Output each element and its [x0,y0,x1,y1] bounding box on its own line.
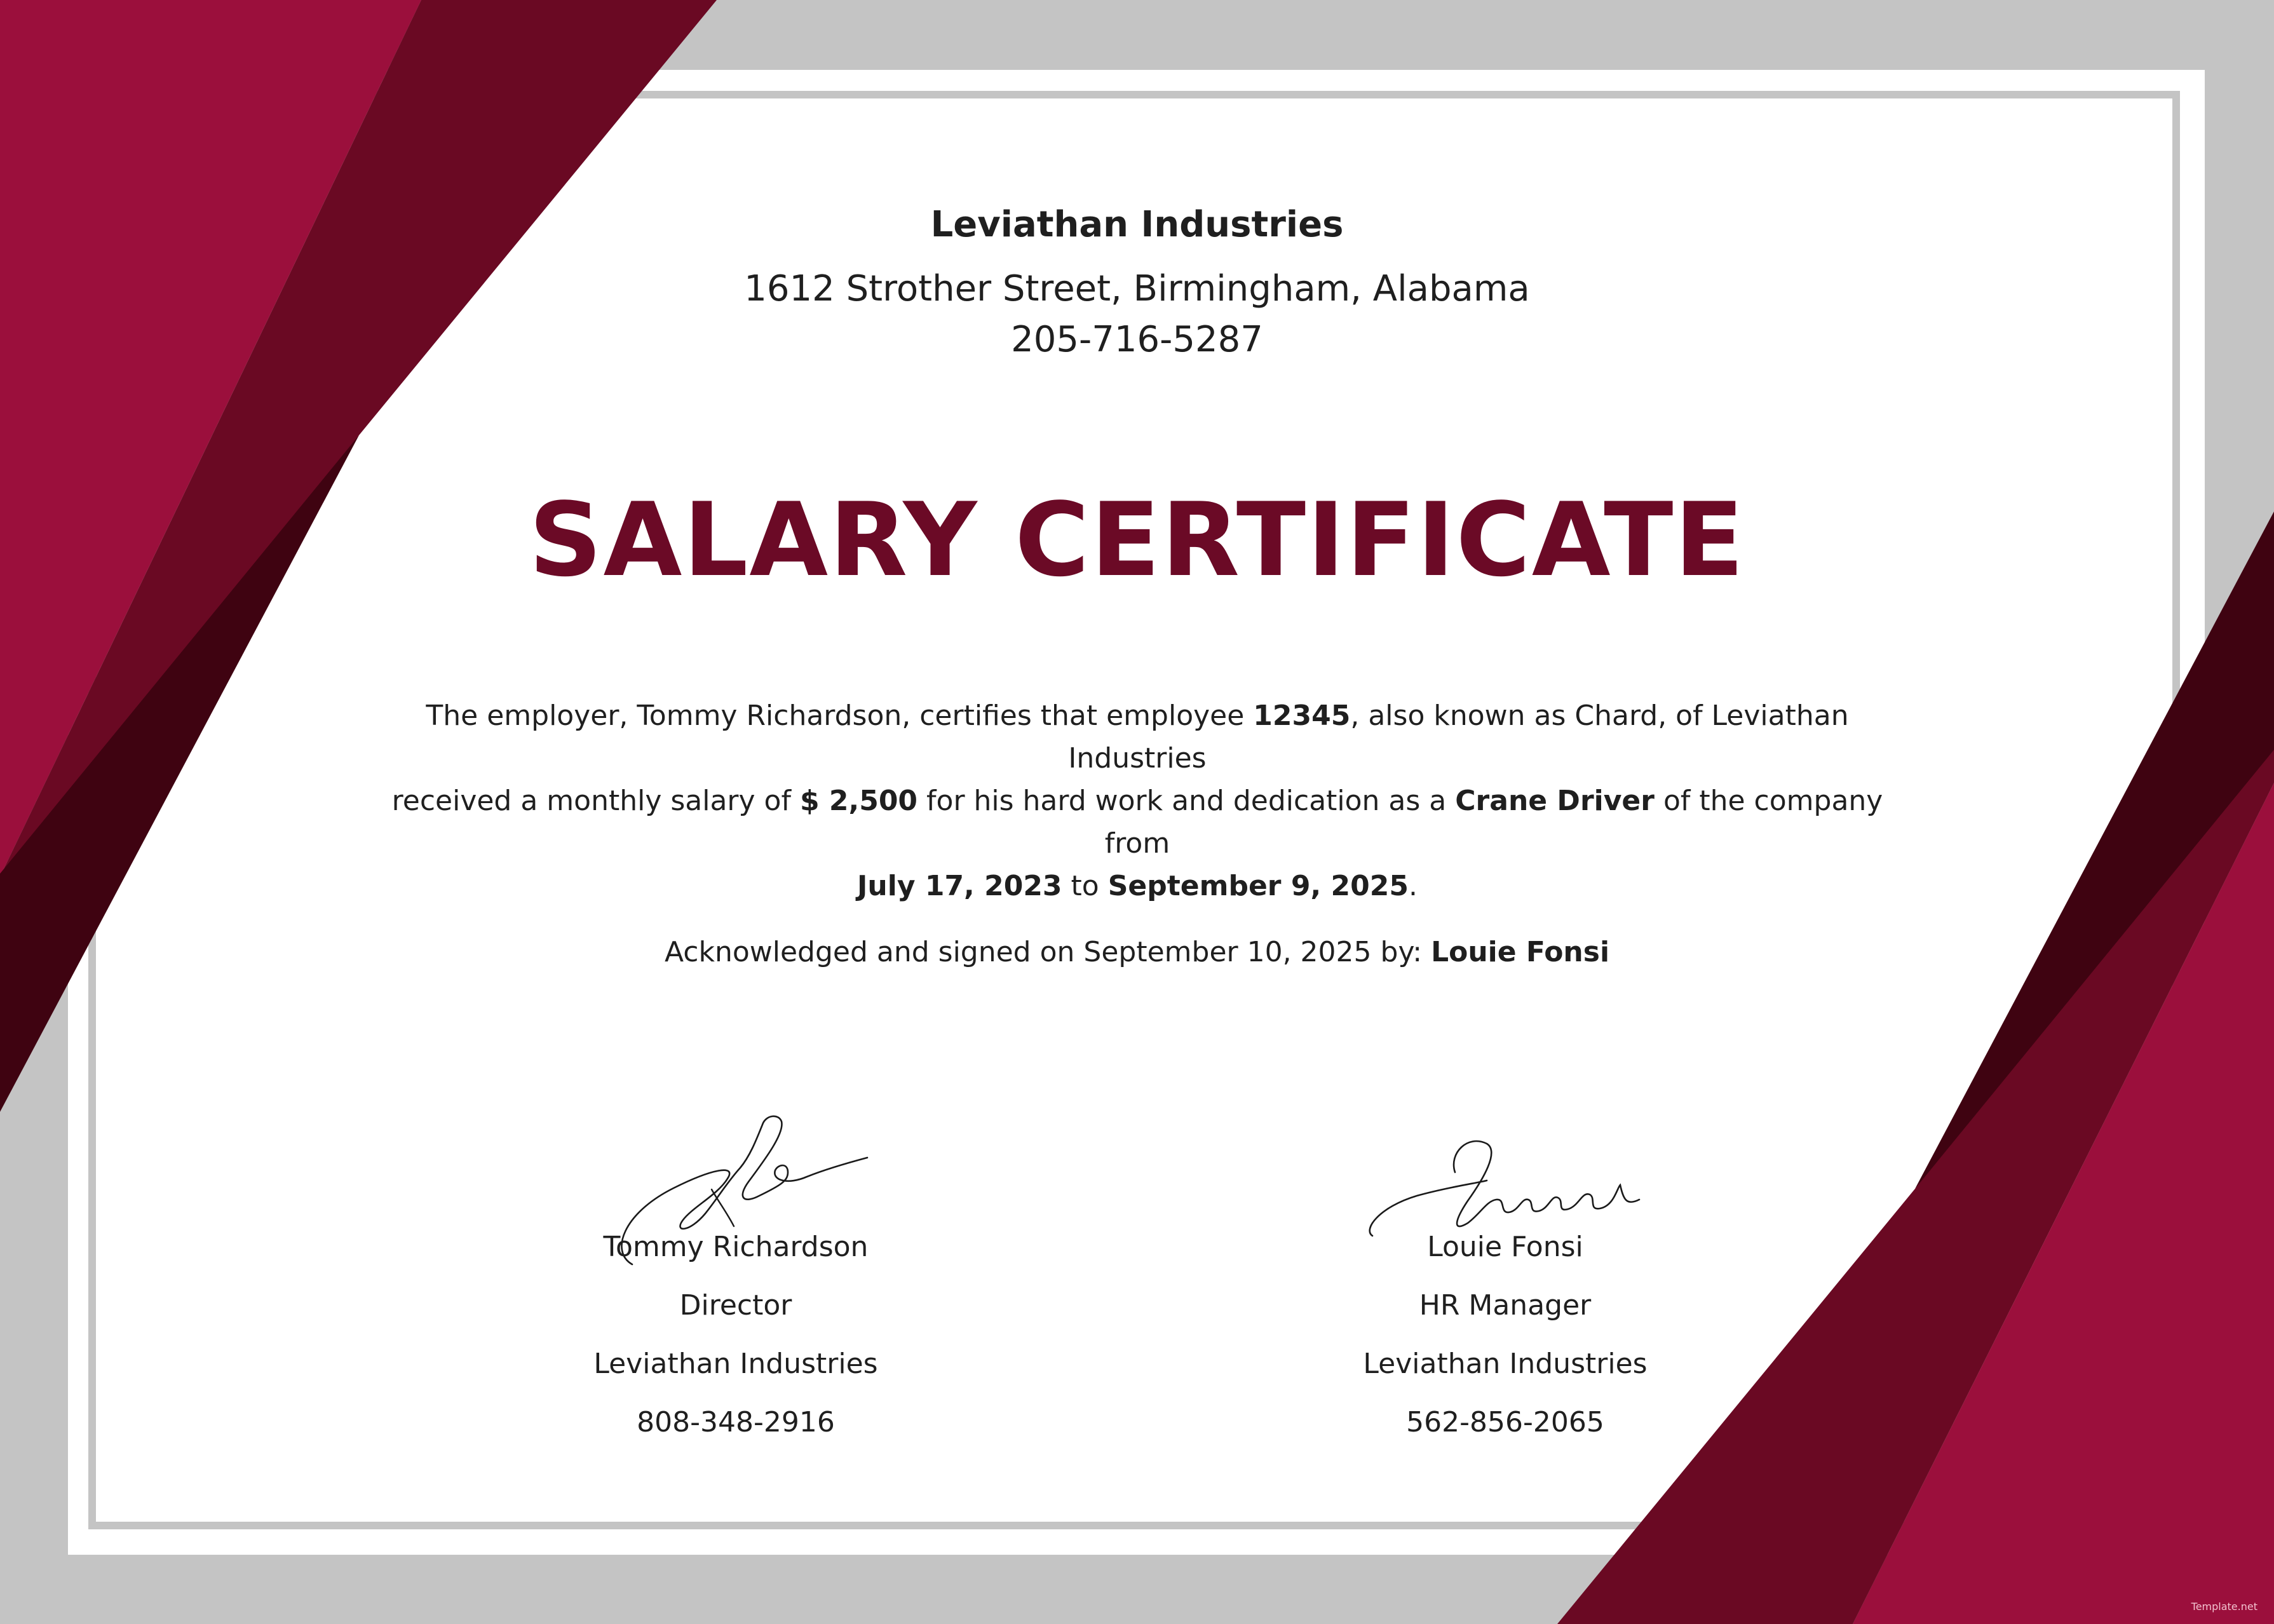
company-address: 1612 Strother Street, Birmingham, Alabama [744,268,1530,309]
signatory-right [1219,1218,1791,1452]
signatory-name: Louie Fonsi [1427,1231,1583,1263]
employee-id: 12345 [1253,700,1351,732]
acknowledgement-text: Acknowledged and signed on September 10, 2025 by: [664,936,1431,968]
employee-position: Crane Driver [1455,785,1655,817]
statement-text: . [1408,870,1418,902]
statement-text: The employer, Tommy Richardson, certifies that employee [426,700,1254,732]
statement-text: for his hard work and dedication as a [917,785,1456,817]
end-date: September 9, 2025 [1107,870,1409,902]
statement-text: to [1062,870,1108,902]
signatory-phone: 808-348-2916 [637,1406,835,1438]
signatory-phone: 562-856-2065 [1406,1406,1604,1438]
start-date: July 17, 2023 [857,870,1062,902]
signatory-company: Leviathan Industries [1363,1348,1648,1380]
acknowledgement-signer: Louie Fonsi [1431,936,1610,968]
signatory-left [450,1218,1022,1452]
signatory-company: Leviathan Industries [593,1348,878,1380]
company-name: Leviathan Industries [930,204,1344,245]
watermark: Template.net [2191,1600,2257,1613]
signatory-role: Director [679,1289,792,1322]
acknowledgement-line [0,932,2274,973]
signatory-role: HR Manager [1419,1289,1592,1322]
statement-text: of the company from [1104,785,1883,860]
signatory-name: Tommy Richardson [603,1231,869,1263]
certification-statement [356,694,1919,907]
statement-text: , also known as Chard, of Leviathan Industries [1068,700,1849,775]
statement-text: received a monthly salary of [391,785,800,817]
certificate-title: SALARY CERTIFICATE [529,480,1745,599]
salary-amount: $ 2,500 [799,785,918,817]
company-phone: 205-716-5287 [1011,319,1263,360]
